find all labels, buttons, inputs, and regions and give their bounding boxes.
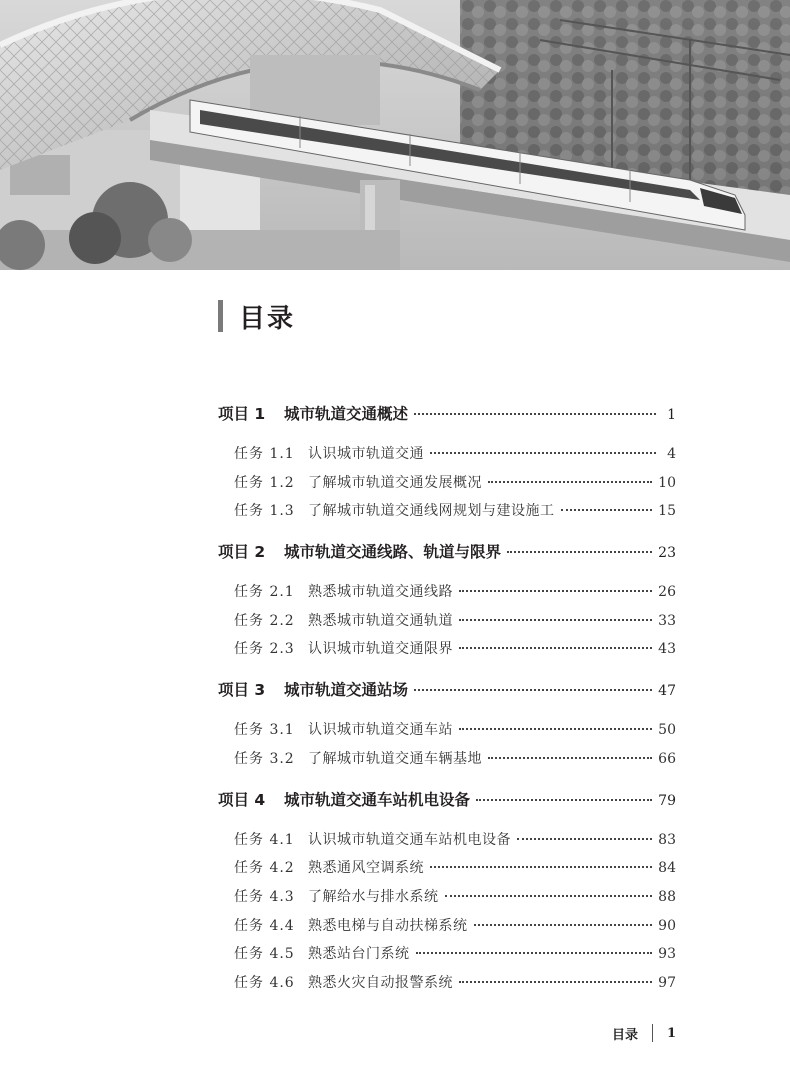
task-page-number: 26 [658,584,676,601]
toc-task-entry[interactable] [218,716,676,745]
task-page-number: 83 [658,831,676,848]
leader-dots [445,895,653,897]
task-title: 了解城市轨道交通线网规划与建设施工 [308,503,555,520]
task-number: 任务 4.3 [234,888,295,905]
task-title: 了解城市轨道交通车辆基地 [308,750,482,767]
task-page-number: 4 [667,446,676,462]
project-page-number: 47 [658,683,676,700]
task-page-number: 43 [658,641,676,658]
task-number: 任务 4.6 [234,974,295,991]
project-number: 项目 1 [218,405,266,423]
leader-dots [416,952,653,954]
toc-task-entry[interactable] [218,883,676,912]
task-title: 熟悉火灾自动报警系统 [308,974,453,991]
leader-dots [488,757,652,759]
task-title: 认识城市轨道交通 [308,446,424,462]
project-page-number: 23 [658,545,676,562]
page-footer [612,1022,676,1044]
task-number: 任务 4.2 [234,860,295,877]
toc-project-entry[interactable] [218,780,676,820]
footer-separator [652,1024,653,1042]
toc-project-entry[interactable] [218,532,676,572]
leader-dots [414,689,652,691]
task-number: 任务 1.3 [234,503,295,520]
toc-task-entry[interactable] [218,854,676,883]
task-number: 任务 3.1 [234,722,295,739]
project-title: 城市轨道交通概述 [284,405,409,423]
task-number: 任务 2.2 [234,612,295,629]
toc-project-entry[interactable] [218,394,676,434]
task-title: 认识城市轨道交通限界 [308,641,453,658]
toc-task-entry[interactable] [218,969,676,998]
footer-page-number: 1 [667,1025,677,1041]
project-number: 项目 3 [218,681,266,700]
task-title: 熟悉城市轨道交通轨道 [308,612,453,629]
leader-dots [474,924,653,926]
task-page-number: 84 [658,860,676,877]
footer-label: 目录 [612,1027,639,1043]
task-number: 任务 3.2 [234,750,295,767]
leader-dots [459,647,652,649]
leader-dots [459,619,652,621]
toc-task-entry[interactable] [218,912,676,941]
leader-dots [459,981,652,983]
task-title: 熟悉电梯与自动扶梯系统 [308,917,468,934]
leader-dots [459,728,652,730]
task-page-number: 10 [658,474,676,491]
task-number: 任务 4.1 [234,831,295,848]
leader-dots [476,799,652,801]
header-photo [0,0,790,270]
table-of-contents [218,388,676,998]
task-number: 任务 2.1 [234,584,295,601]
project-page-number: 79 [658,792,676,809]
project-title: 城市轨道交通站场 [284,681,409,700]
leader-dots [414,413,656,415]
leader-dots [517,838,652,840]
project-title: 城市轨道交通线路、轨道与限界 [284,543,502,562]
task-page-number: 93 [658,946,676,963]
task-title: 熟悉通风空调系统 [308,860,424,877]
task-title: 了解城市轨道交通发展概况 [308,474,482,491]
leader-dots [459,590,652,592]
leader-dots [561,509,653,511]
task-number: 任务 4.5 [234,946,295,963]
task-number: 任务 2.3 [234,641,295,658]
project-number: 项目 2 [218,543,266,562]
leader-dots [488,481,652,483]
task-page-number: 50 [658,722,676,739]
toc-task-entry[interactable] [218,940,676,969]
task-title: 认识城市轨道交通车站 [308,722,453,739]
task-page-number: 90 [658,917,676,934]
project-number: 项目 4 [218,790,266,809]
task-page-number: 33 [658,612,676,629]
task-number: 任务 4.4 [234,917,295,934]
toc-task-entry[interactable] [218,607,676,636]
leader-dots [430,866,652,868]
toc-task-entry[interactable] [218,469,676,498]
leader-dots [430,452,656,454]
heading-accent-bar [218,300,223,332]
toc-task-entry[interactable] [218,578,676,607]
toc-task-entry[interactable] [218,635,676,664]
task-page-number: 97 [658,974,676,991]
task-page-number: 88 [658,888,676,905]
task-page-number: 66 [658,750,676,767]
project-page-number: 1 [667,407,676,423]
task-page-number: 15 [658,503,676,520]
toc-task-entry[interactable] [218,440,676,469]
task-title: 了解给水与排水系统 [308,888,439,905]
task-title: 熟悉城市轨道交通线路 [308,584,453,601]
task-title: 熟悉站台门系统 [308,946,410,963]
project-title: 城市轨道交通车站机电设备 [284,790,471,809]
task-number: 任务 1.1 [234,446,295,462]
toc-project-entry[interactable] [218,670,676,710]
toc-task-entry[interactable] [218,745,676,774]
leader-dots [507,551,652,553]
toc-heading [218,296,295,336]
task-number: 任务 1.2 [234,474,295,491]
toc-task-entry[interactable] [218,497,676,526]
toc-task-entry[interactable] [218,826,676,855]
page-title: 目录 [239,303,296,334]
task-title: 认识城市轨道交通车站机电设备 [308,831,511,848]
train-station-illustration [0,0,790,270]
